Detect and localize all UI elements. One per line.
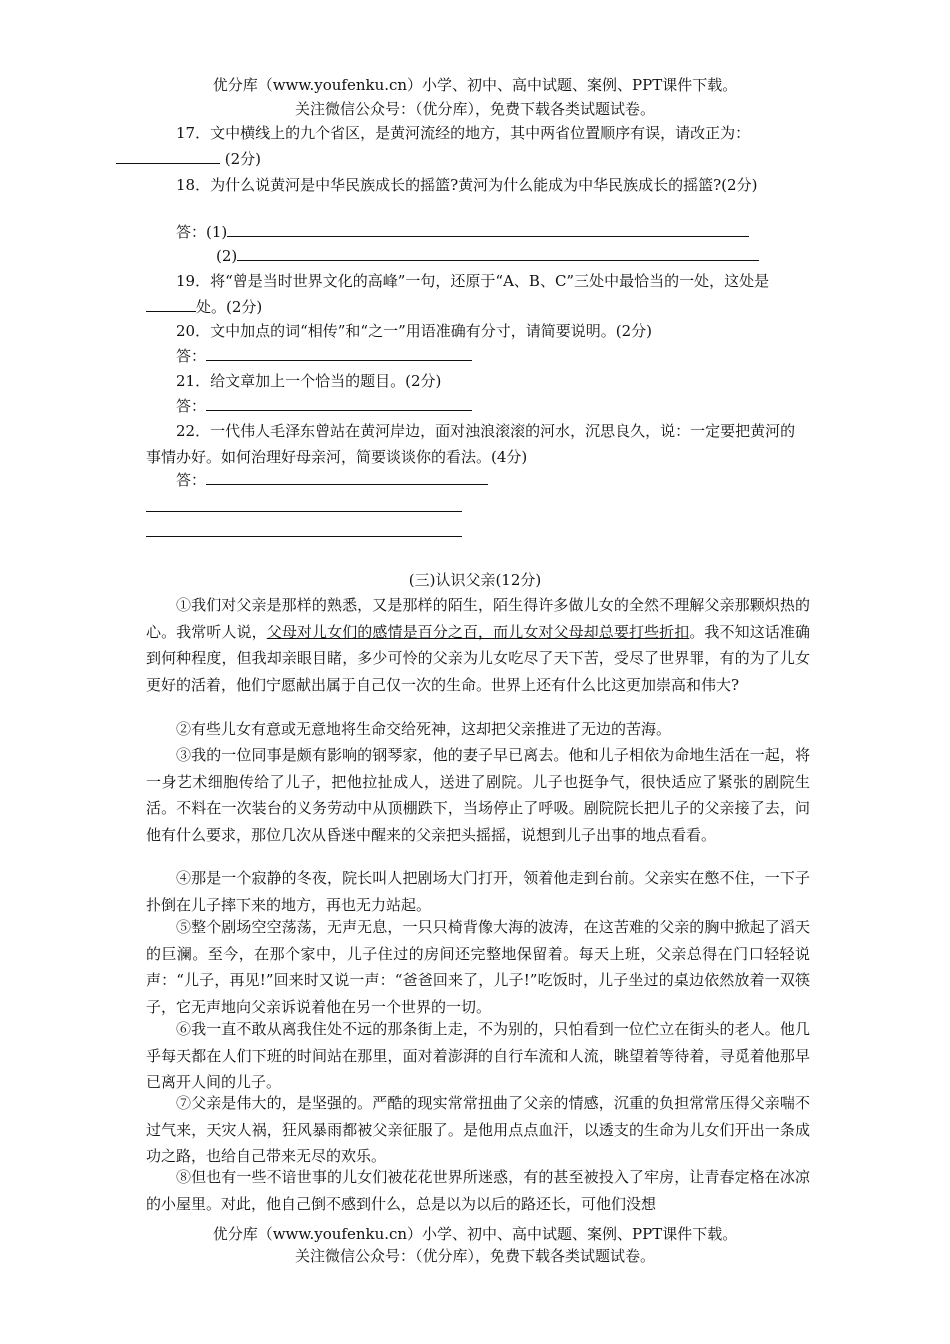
paragraph-1 (146, 592, 810, 698)
question-18-text: 18．为什么说黄河是中华民族成长的摇篮?黄河为什么能成为中华民族成长的摇篮?(2分) (176, 176, 758, 194)
paragraph-6: ⑥我一直不敢从离我住处不远的那条街上走，不为别的，只怕看到一位伫立在街头的老人。他几乎每天都在人们下班的时间站在那里，面对着澎湃的自行车流和人流，眺望着等待着，寻觅着他那早已离开人间的儿子。 (146, 1020, 810, 1091)
answer-line[interactable] (146, 511, 462, 512)
question-22-text: 22．一代伟人毛泽东曾站在黄河岸边，面对浊浪滚滚的河水，沉思良久，说：一定要把黄河的事情办好。如何治理好母亲河，简要谈谈你的看法。(4分) (146, 422, 796, 466)
answer-label: 答： (176, 347, 207, 365)
paragraph-8: ⑧但也有一些不谙世事的儿女们被花花世界所迷惑，有的甚至被投入了牢房，让青春定格在冰凉的小屋里。对此，他自己倒不感到什么，总是以为以后的路还长，可他们没想 (146, 1168, 810, 1213)
page-header-line-1: 优分库（www.youfenku.cn）小学、初中、高中试题、案例、PPT课件下载。 (212, 76, 738, 94)
question-20-answer (176, 344, 472, 368)
question-21-answer (176, 394, 472, 418)
paragraph-3: ③我的一位同事是颇有影响的钢琴家，他的妻子早已离去。他和儿子相依为命地生活在一起，将一身艺术细胞传给了儿子，把他拉扯成人，送进了剧院。儿子也挺争气，很快适应了紧张的剧院生活。不料在一次装台的义务劳动中从顶棚跌下，当场停止了呼吸。剧院院长把儿子的父亲接了去，问他有什么要求，那位几次从昏迷中醒来的父亲把头摇摇，说想到儿子出事的地点看看。 (146, 746, 810, 844)
question-18-answer-2 (216, 244, 759, 268)
question-19-text-a: 19．将“曾是当时世界文化的高峰”一句，还原于“A、B、C”三处中最恰当的一处，这处是 (176, 272, 770, 290)
answer-item-2: (2) (216, 247, 238, 265)
answer-line[interactable] (227, 220, 749, 237)
section-title: (三)认识父亲(12分) (408, 571, 542, 589)
answer-line[interactable] (237, 244, 759, 261)
paragraph-1-after: 。我不知这话准确到何种程度，但我却亲眼目睹，多少可怜的父亲为儿女吃尽了天下苦，受尽了世界罪，有的为了儿女更好的活着，他们宁愿献出属于自己仅一次的生命。世界上还有什么比这更加崇高和伟大? (146, 622, 810, 694)
underlined-sentence: 父母对儿女们的感情是百分之百，而儿女对父母却总要打些折扣 (266, 622, 690, 641)
paragraph-4: ④那是一个寂静的冬夜，院长叫人把剧场大门打开，领着他走到台前。父亲实在憋不住，一下子扑倒在儿子摔下来的地方，再也无力站起。 (146, 869, 810, 914)
page-footer-line-1: 优分库（www.youfenku.cn）小学、初中、高中试题、案例、PPT课件下载。 (0, 1224, 950, 1244)
question-19 (146, 268, 810, 320)
page-footer-line-2: 关注微信公众号：（优分库），免费下载各类试题试卷。 (0, 1246, 950, 1266)
answer-label: 答： (176, 471, 207, 489)
answer-line[interactable] (146, 536, 462, 537)
question-18 (146, 172, 810, 198)
question-20-text: 20．文中加点的词“相传”和“之一”用语准确有分寸，请简要说明。(2分) (176, 322, 653, 340)
question-22-answer (176, 468, 488, 492)
answer-line[interactable] (206, 394, 472, 411)
paragraph-2: ②有些儿女有意或无意地将生命交给死神，这却把父亲推进了无边的苦海。 (176, 720, 672, 738)
answer-label: 答： (176, 397, 207, 415)
page-header-line-2: 关注微信公众号：（优分库），免费下载各类试题试卷。 (294, 100, 655, 118)
question-21 (146, 368, 810, 394)
question-18-answer-1 (176, 220, 749, 244)
answer-blank[interactable] (116, 147, 220, 164)
question-21-text: 21．给文章加上一个恰当的题目。(2分) (176, 372, 442, 390)
question-22 (146, 418, 810, 470)
answer-line[interactable] (206, 344, 472, 361)
answer-label: 答： (176, 223, 207, 241)
paragraph-5: ⑤整个剧场空空荡荡，无声无息，一只只椅背像大海的波涛，在这苦难的父亲的胸中掀起了滔天的巨澜。至今，在那个家中，儿子住过的房间还完整地保留着。每天上班，父亲总得在门口轻轻说声：“儿子，再见!”回来时又说一声：“爸爸回来了，儿子!”吃饭时，儿子坐过的桌边依然放着一双筷子，它无声地向父亲诉说着他在另一个世界的一切。 (146, 918, 810, 1016)
paragraph-7: ⑦父亲是伟大的，是坚强的。严酷的现实常常扭曲了父亲的情感，沉重的负担常常压得父亲喘不过气来，天灾人祸，狂风暴雨都被父亲征服了。是他用点点血汗，以透支的生命为儿女们开出一条成功之路，也给自己带来无尽的欢乐。 (146, 1094, 810, 1165)
paragraph-1-before: ①我们对父亲是那样的熟悉，又是那样的陌生，陌生得许多做儿女的全然不理解父亲那颗炽热的心。我常听人说， (146, 596, 810, 641)
question-19-text-b: 处。(2分) (196, 298, 263, 316)
question-17-score: (2分) (224, 150, 262, 168)
answer-line[interactable] (206, 468, 488, 485)
answer-blank[interactable] (146, 295, 196, 312)
question-20 (146, 318, 810, 344)
answer-item-1: (1) (206, 223, 228, 241)
question-17 (146, 120, 810, 172)
question-17-text: 17．文中横线上的九个省区，是黄河流经的地方，其中两省位置顺序有误，请改正为： (176, 124, 751, 142)
